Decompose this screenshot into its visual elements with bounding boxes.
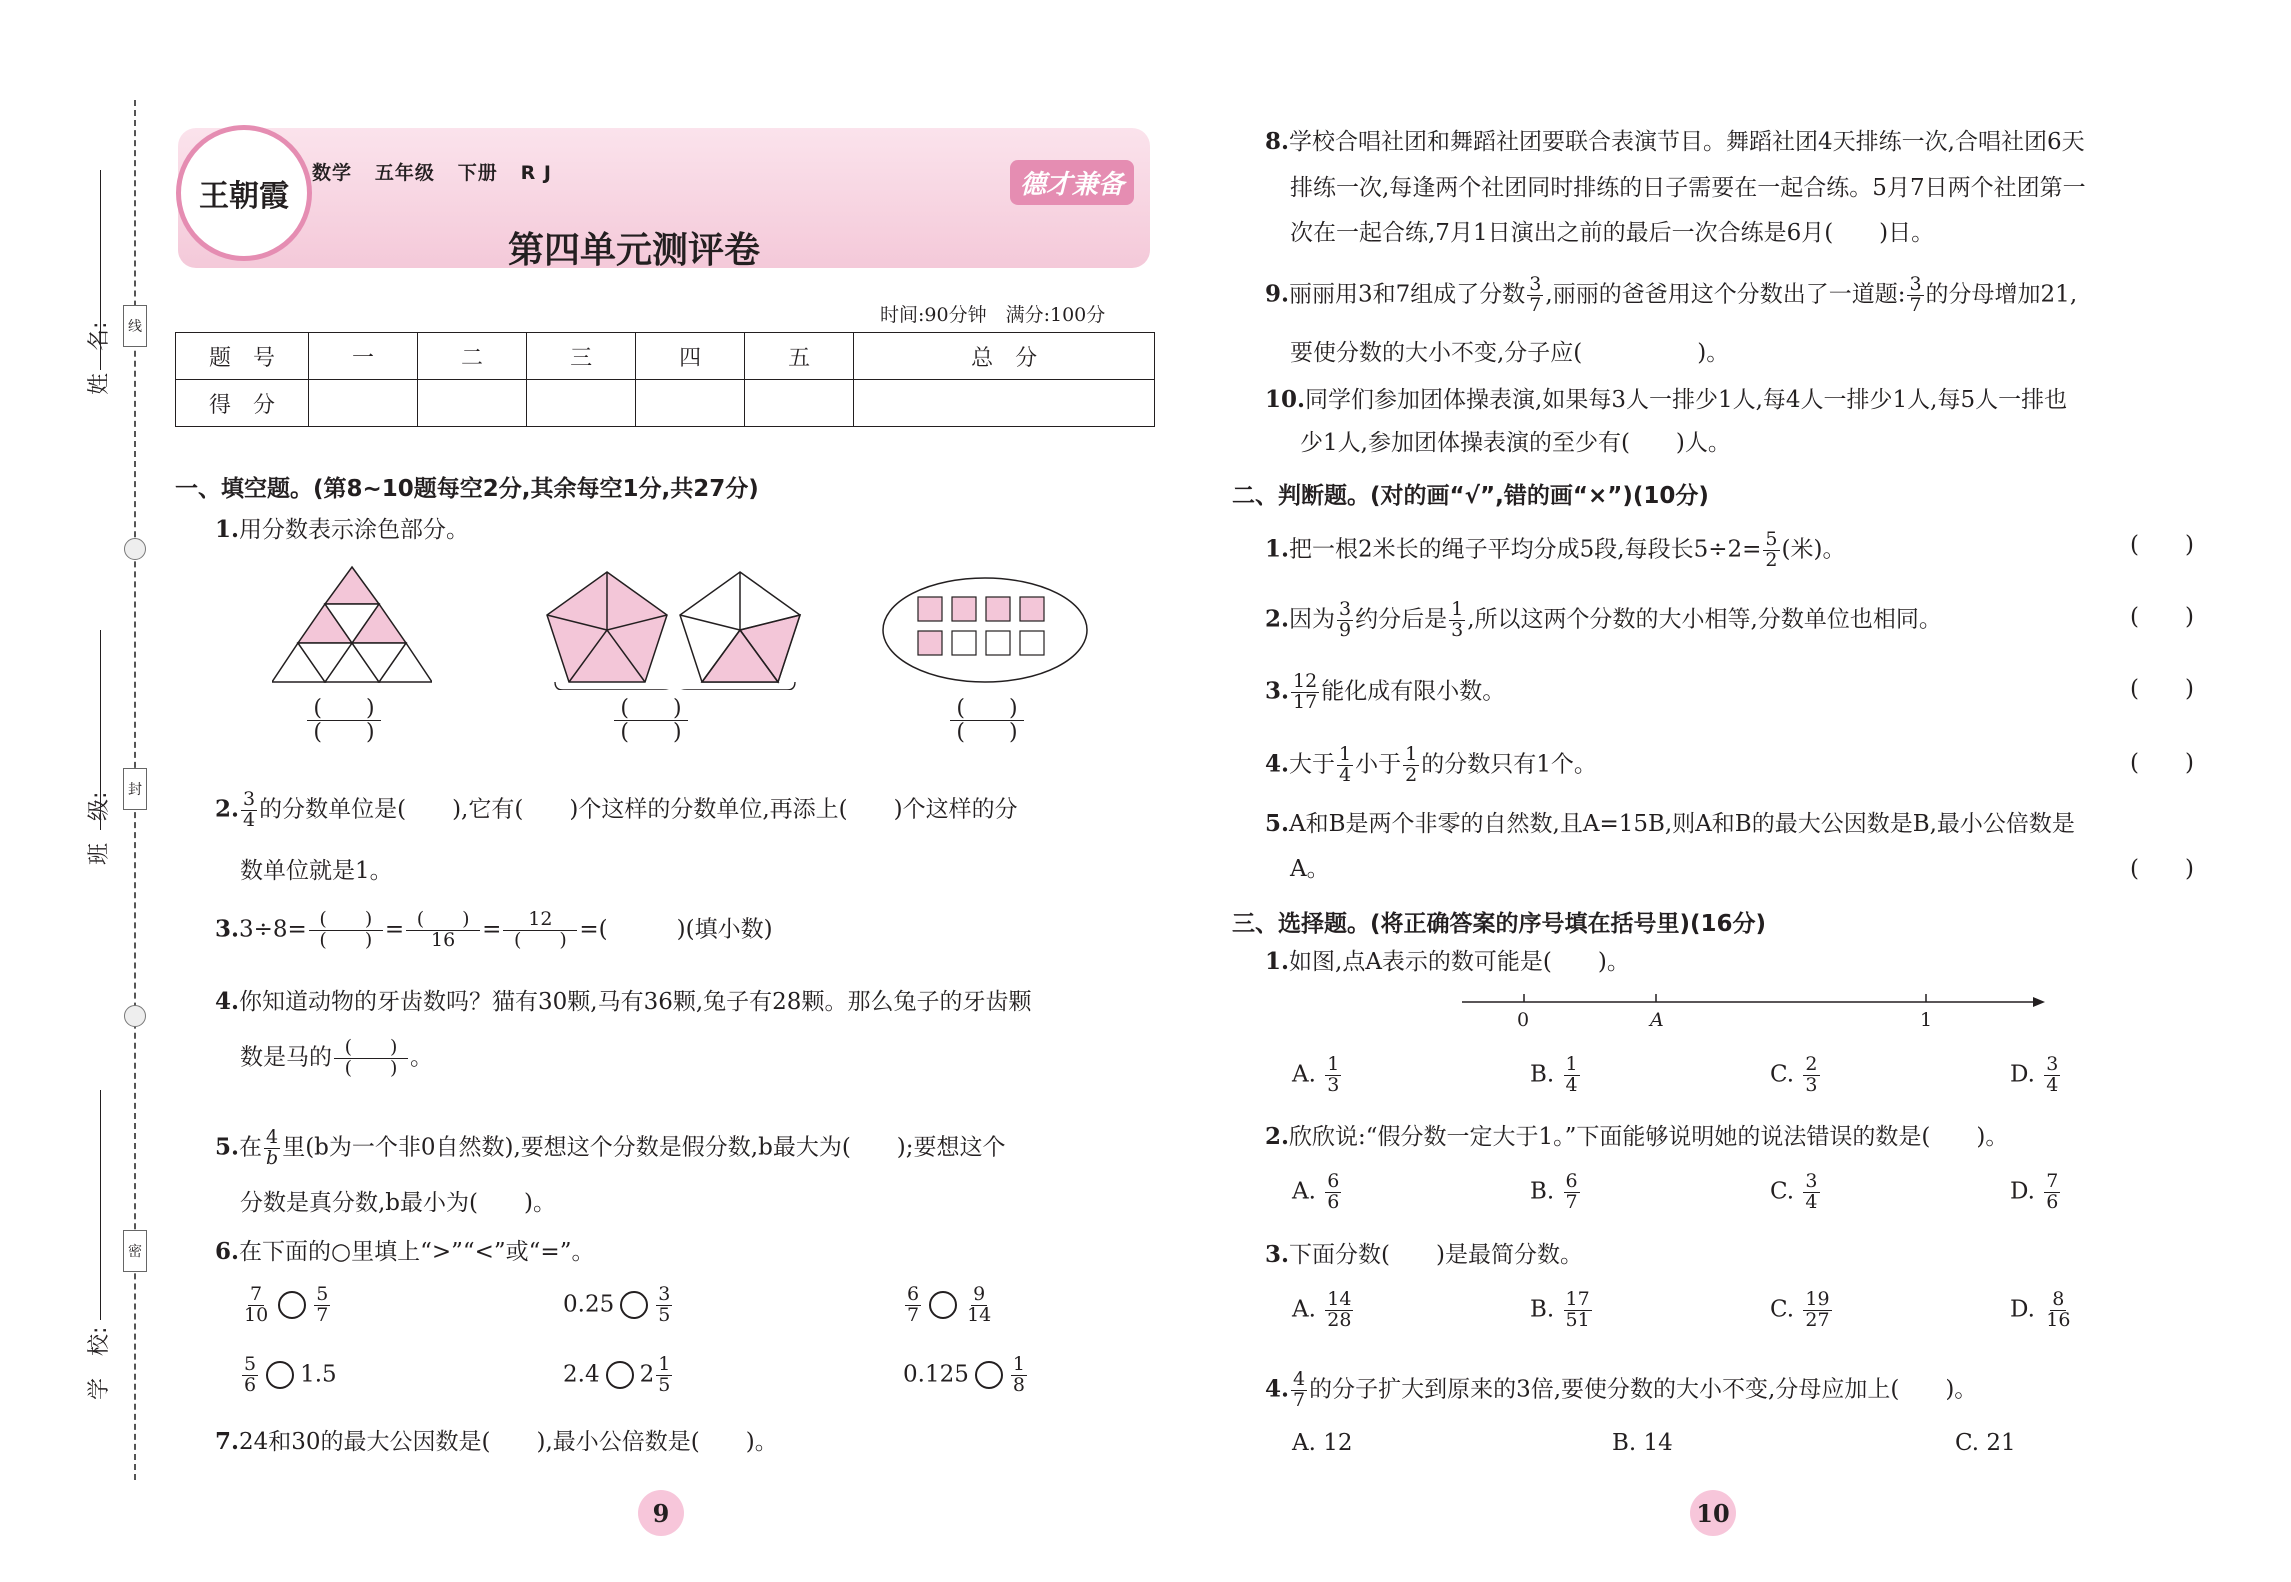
score-header: 二 [418, 333, 527, 380]
score-table [175, 332, 1155, 427]
s1-q1: 1.用分数表示涂色部分。 [215, 516, 470, 543]
s1-q8: 8.学校合唱社团和舞蹈社团要联合表演节目。舞蹈社团4天排练一次,合唱社团6天 [1265, 128, 2085, 155]
s2-q1: 1.把一根2米长的绳子平均分成5段,每段长5÷2= $\frac{5}{2}$ (米)。 [1265, 528, 1846, 571]
score-cell[interactable] [636, 380, 745, 427]
judge-bracket[interactable]: ( ) [2130, 676, 2194, 702]
s1-q2-line2: 数单位就是1。 [240, 858, 393, 884]
number-line-label-a: A [1650, 1009, 1664, 1031]
compare-item: 0.125 $\frac{1}{8}$ [903, 1353, 1025, 1396]
s3-q3: 3.下面分数( )是最简分数。 [1265, 1241, 1583, 1268]
compare-item: $\frac{7}{10}$ $\frac{5}{7}$ [244, 1283, 329, 1326]
class-field[interactable] [100, 630, 101, 830]
brand-name: 王朝霞 [199, 179, 289, 214]
s1-q8-line2: 排练一次,每逢两个社团同时排练的日子需要在一起合练。5月7日两个社团第一 [1290, 175, 2086, 201]
name-field[interactable] [100, 170, 101, 370]
s1-q9: 9.丽丽用3和7组成了分数 $\frac{3}{7}$ ,丽丽的爸爸用这个分数出了一道题: $\frac{3}{7}$ 的分母增加21, [1265, 273, 2078, 316]
answer-fraction[interactable]: $\frac{( )}{( )}$ [948, 697, 1026, 744]
page-title: 第四单元测评卷 [508, 230, 761, 271]
name-label: 姓 名: [87, 321, 112, 395]
s1-q2: 2. $\frac{3}{4}$ 的分数单位是( ),它有( )个这样的分数单位,再添上( )个这样的分 [215, 788, 1018, 831]
answer-fraction[interactable]: $\frac{( )}{( )}$ [612, 697, 690, 744]
score-header: 一 [309, 333, 418, 380]
section1-heading: 一、填空题。(第8~10题每空2分,其余每空1分,共27分) [175, 476, 759, 502]
s2-q5: 5.A和B是两个非零的自然数,且A=15B,则A和B的最大公因数是B,最小公倍数是 [1265, 810, 2075, 837]
option-b[interactable]: B. $\frac{6}{7}$ [1530, 1170, 1578, 1213]
s1-q7: 7.24和30的最大公因数是( ),最小公倍数是( )。 [215, 1428, 778, 1455]
seal-mark-seal: 封 [123, 768, 147, 810]
compare-item: $\frac{6}{7}$ $\frac{9}{14}$ [907, 1283, 992, 1326]
option-d[interactable]: D. $\frac{8}{16}$ [2010, 1288, 2071, 1331]
subject: 数学 [312, 162, 353, 184]
s1-q5-line2: 分数是真分数,b最小为( )。 [240, 1190, 556, 1216]
number-line [1460, 990, 2045, 1030]
compare-item: 0.25 $\frac{3}{5}$ [563, 1283, 671, 1326]
s1-q3: 3.3÷8= $\frac{( )}{( )}$ = $\frac{( )}{16}$ = $\frac{12}{( )}$ =( )(填小数) [215, 908, 773, 951]
number-line-label-0: 0 [1517, 1009, 1530, 1031]
cubes-figure [880, 575, 1090, 685]
school-field[interactable] [100, 1090, 101, 1320]
hole-icon [124, 538, 146, 560]
option-c[interactable]: C. 21 [1955, 1430, 2016, 1456]
option-d[interactable]: D. $\frac{7}{6}$ [2010, 1170, 2059, 1213]
s1-q6: 6.在下面的○里填上“>”“<”或“=”。 [215, 1238, 595, 1265]
s1-q4: 4.你知道动物的牙齿数吗？猫有30颗,马有36颗,兔子有28颗。那么兔子的牙齿颗 [215, 988, 1032, 1015]
s3-q4: 4. $\frac{4}{7}$ 的分子扩大到原来的3倍,要使分数的大小不变,分母应加上( )。 [1265, 1368, 1978, 1411]
score-header: 五 [745, 333, 854, 380]
edition: R J [520, 162, 552, 184]
score-header: 总 分 [854, 333, 1155, 380]
compare-circle[interactable] [929, 1291, 957, 1319]
judge-bracket[interactable]: ( ) [2130, 532, 2194, 558]
compare-circle[interactable] [620, 1291, 648, 1319]
score-label: 得 分 [176, 380, 309, 427]
class-label: 班 级: [87, 791, 112, 865]
section3-heading: 三、选择题。(将正确答案的序号填在括号里)(16分) [1232, 911, 1767, 937]
score-header: 三 [527, 333, 636, 380]
judge-bracket[interactable]: ( ) [2130, 856, 2194, 882]
slogan: 德才兼备 [1010, 160, 1134, 205]
s3-q2: 2.欣欣说:“假分数一定大于1。”下面能够说明她的说法错误的数是( )。 [1265, 1123, 2009, 1150]
option-d[interactable]: D. $\frac{3}{4}$ [2010, 1053, 2059, 1096]
score-cell[interactable] [418, 380, 527, 427]
option-b[interactable]: B. 14 [1612, 1430, 1673, 1456]
score-cell[interactable] [745, 380, 854, 427]
seal-mark-line: 线 [123, 305, 147, 347]
s1-q10: 10.同学们参加团体操表演,如果每3人一排少1人,每4人一排少1人,每5人一排也 [1265, 386, 2068, 413]
score-cell[interactable] [309, 380, 418, 427]
page-number-right: 10 [1690, 1490, 1736, 1536]
option-b[interactable]: B. $\frac{1}{4}$ [1530, 1053, 1578, 1096]
compare-circle[interactable] [975, 1361, 1003, 1389]
section2-heading: 二、判断题。(对的画“√”,错的画“×”)(10分) [1232, 483, 1709, 509]
school-label: 学 校: [87, 1326, 112, 1400]
score-header: 四 [636, 333, 745, 380]
option-c[interactable]: C. $\frac{19}{27}$ [1770, 1288, 1830, 1331]
triangle-figure [272, 565, 432, 683]
s1-q4-line2: 数是马的 $\frac{( )}{( )}$ 。 [240, 1036, 433, 1079]
option-b[interactable]: B. $\frac{17}{51}$ [1530, 1288, 1590, 1331]
compare-item: 2.4 2 $\frac{1}{5}$ [563, 1353, 671, 1396]
pentagon-figure [545, 570, 805, 690]
number-line-label-1: 1 [1920, 1009, 1933, 1031]
score-cell[interactable] [527, 380, 636, 427]
compare-circle[interactable] [266, 1361, 294, 1389]
s1-q9-line2: 要使分数的大小不变,分子应( )。 [1290, 340, 1730, 366]
s2-q5-line2: A。 [1290, 856, 1330, 882]
option-c[interactable]: C. $\frac{2}{3}$ [1770, 1053, 1818, 1096]
compare-circle[interactable] [606, 1361, 634, 1389]
s1-q5: 5.在 $\frac{4}{b}$ 里(b为一个非0自然数),要想这个分数是假分数,b最大为( );要想这个 [215, 1126, 1006, 1169]
time-info: 时间:90分钟 满分:100分 [880, 304, 1106, 326]
option-a[interactable]: A. 12 [1292, 1430, 1353, 1456]
grade: 五年级 [374, 162, 435, 184]
option-c[interactable]: C. $\frac{3}{4}$ [1770, 1170, 1818, 1213]
hole-icon [124, 1005, 146, 1027]
judge-bracket[interactable]: ( ) [2130, 750, 2194, 776]
option-a[interactable]: A. $\frac{14}{28}$ [1292, 1288, 1352, 1331]
score-cell[interactable] [854, 380, 1155, 427]
compare-item: $\frac{5}{6}$ 1.5 [244, 1353, 337, 1396]
page-number-left: 9 [638, 1490, 684, 1536]
term: 下册 [457, 162, 498, 184]
answer-fraction[interactable]: $\frac{( )}{( )}$ [305, 697, 383, 744]
option-a[interactable]: A. $\frac{1}{3}$ [1292, 1053, 1340, 1096]
option-a[interactable]: A. $\frac{6}{6}$ [1292, 1170, 1340, 1213]
s3-q1: 1.如图,点A表示的数可能是( )。 [1265, 948, 1630, 975]
compare-circle[interactable] [278, 1291, 306, 1319]
s2-q3: 3. $\frac{12}{17}$ 能化成有限小数。 [1265, 670, 1506, 713]
s1-q10-line2: 少1人,参加团体操表演的至少有( )人。 [1300, 430, 1731, 456]
s1-q8-line3: 次在一起合练,7月1日演出之前的最后一次合练是6月( )日。 [1290, 220, 1935, 246]
s2-q4: 4.大于 $\frac{1}{4}$ 小于 $\frac{1}{2}$ 的分数只有1个。 [1265, 743, 1597, 786]
s2-q2: 2.因为 $\frac{3}{9}$ 约分后是 $\frac{1}{3}$ ,所以这两个分数的大小相等,分数单位也相同。 [1265, 598, 1942, 641]
judge-bracket[interactable]: ( ) [2130, 604, 2194, 630]
brand-logo [176, 125, 312, 261]
seal-mark-secret: 密 [123, 1230, 147, 1272]
score-header: 题 号 [176, 333, 309, 380]
